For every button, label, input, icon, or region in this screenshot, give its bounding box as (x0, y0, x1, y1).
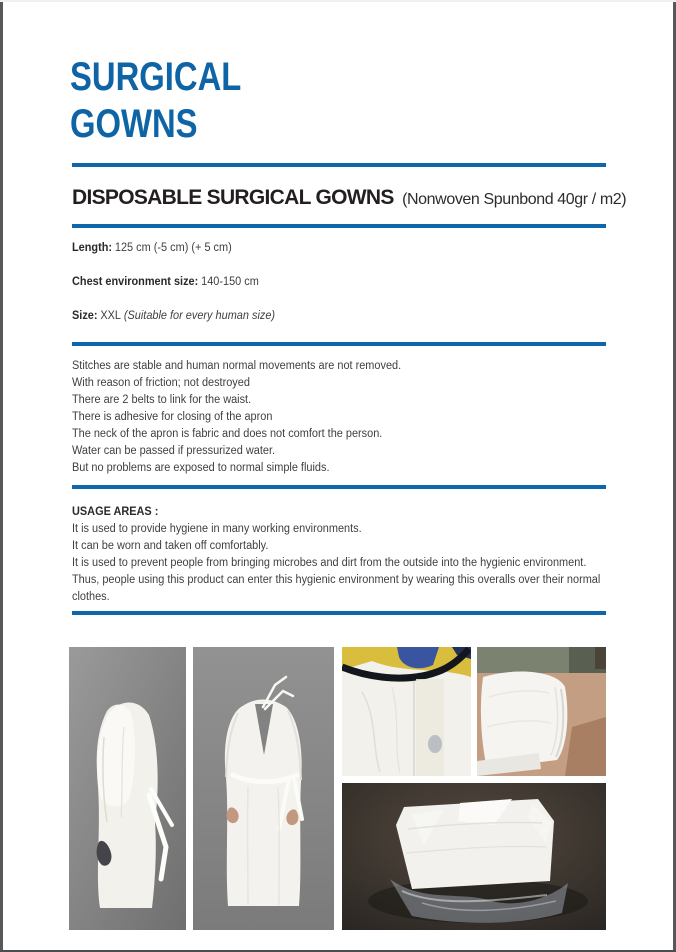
spec-chest-value: 140-150 cm (201, 276, 259, 288)
feature-line: Stitches are stable and human normal movements are not removed. (72, 360, 402, 372)
page-left-border (0, 2, 3, 952)
photo-gown-side-view (69, 647, 186, 930)
divider-under-heading (72, 224, 606, 228)
spec-size-value: XXL (100, 310, 122, 322)
spec-size-note: (Suitable for every human size) (123, 310, 276, 322)
feature-line: With reason of friction; not destroyed (72, 377, 250, 389)
page-title-line1: SURGICAL (70, 55, 242, 99)
spec-chest (72, 276, 259, 288)
product-heading-note: (Nonwoven Spunbond 40gr / m2) (402, 191, 627, 208)
spec-size-label: Size: (72, 310, 98, 322)
product-heading (72, 186, 626, 210)
spec-length-value: 125 cm (-5 cm) (+ 5 cm) (114, 242, 232, 254)
usage-line: Thus, people using this product can enter this hygienic environment by wearing this overalls over their normal (72, 574, 601, 586)
spec-length-label: Length: (72, 242, 113, 254)
usage-line: clothes. (72, 591, 110, 603)
features-paragraph (72, 358, 401, 477)
photo-packaged-gown (342, 783, 606, 930)
product-heading-text: DISPOSABLE SURGICAL GOWNS (72, 186, 394, 209)
feature-line: But no problems are exposed to normal simple fluids. (72, 462, 330, 474)
usage-heading: USAGE AREAS : (72, 506, 159, 518)
usage-section (72, 504, 600, 606)
spec-length (72, 242, 232, 254)
feature-line: Water can be passed if pressurized water. (72, 445, 276, 457)
page-title-line2: GOWNS (70, 102, 198, 146)
divider-below-usage (72, 611, 606, 615)
page-title (70, 54, 241, 148)
feature-line: There are 2 belts to link for the waist. (72, 394, 252, 406)
divider-above-usage (72, 485, 606, 489)
feature-line: There is adhesive for closing of the apron (72, 411, 273, 423)
photo-collar-closeup (342, 647, 471, 776)
divider-under-title (72, 163, 606, 167)
usage-line: It can be worn and taken off comfortably. (72, 540, 269, 552)
spec-size (72, 310, 275, 322)
spec-chest-label: Chest environment size: (72, 276, 199, 288)
divider-above-features (72, 342, 606, 346)
photo-gown-back-view (193, 647, 334, 930)
feature-line: The neck of the apron is fabric and does not comfort the person. (72, 428, 383, 440)
usage-line: It is used to provide hygiene in many working environments. (72, 523, 362, 535)
photo-cuff-closeup (477, 647, 606, 776)
usage-line: It is used to prevent people from bringing microbes and dirt from the outside into the hygienic environment. (72, 557, 587, 569)
